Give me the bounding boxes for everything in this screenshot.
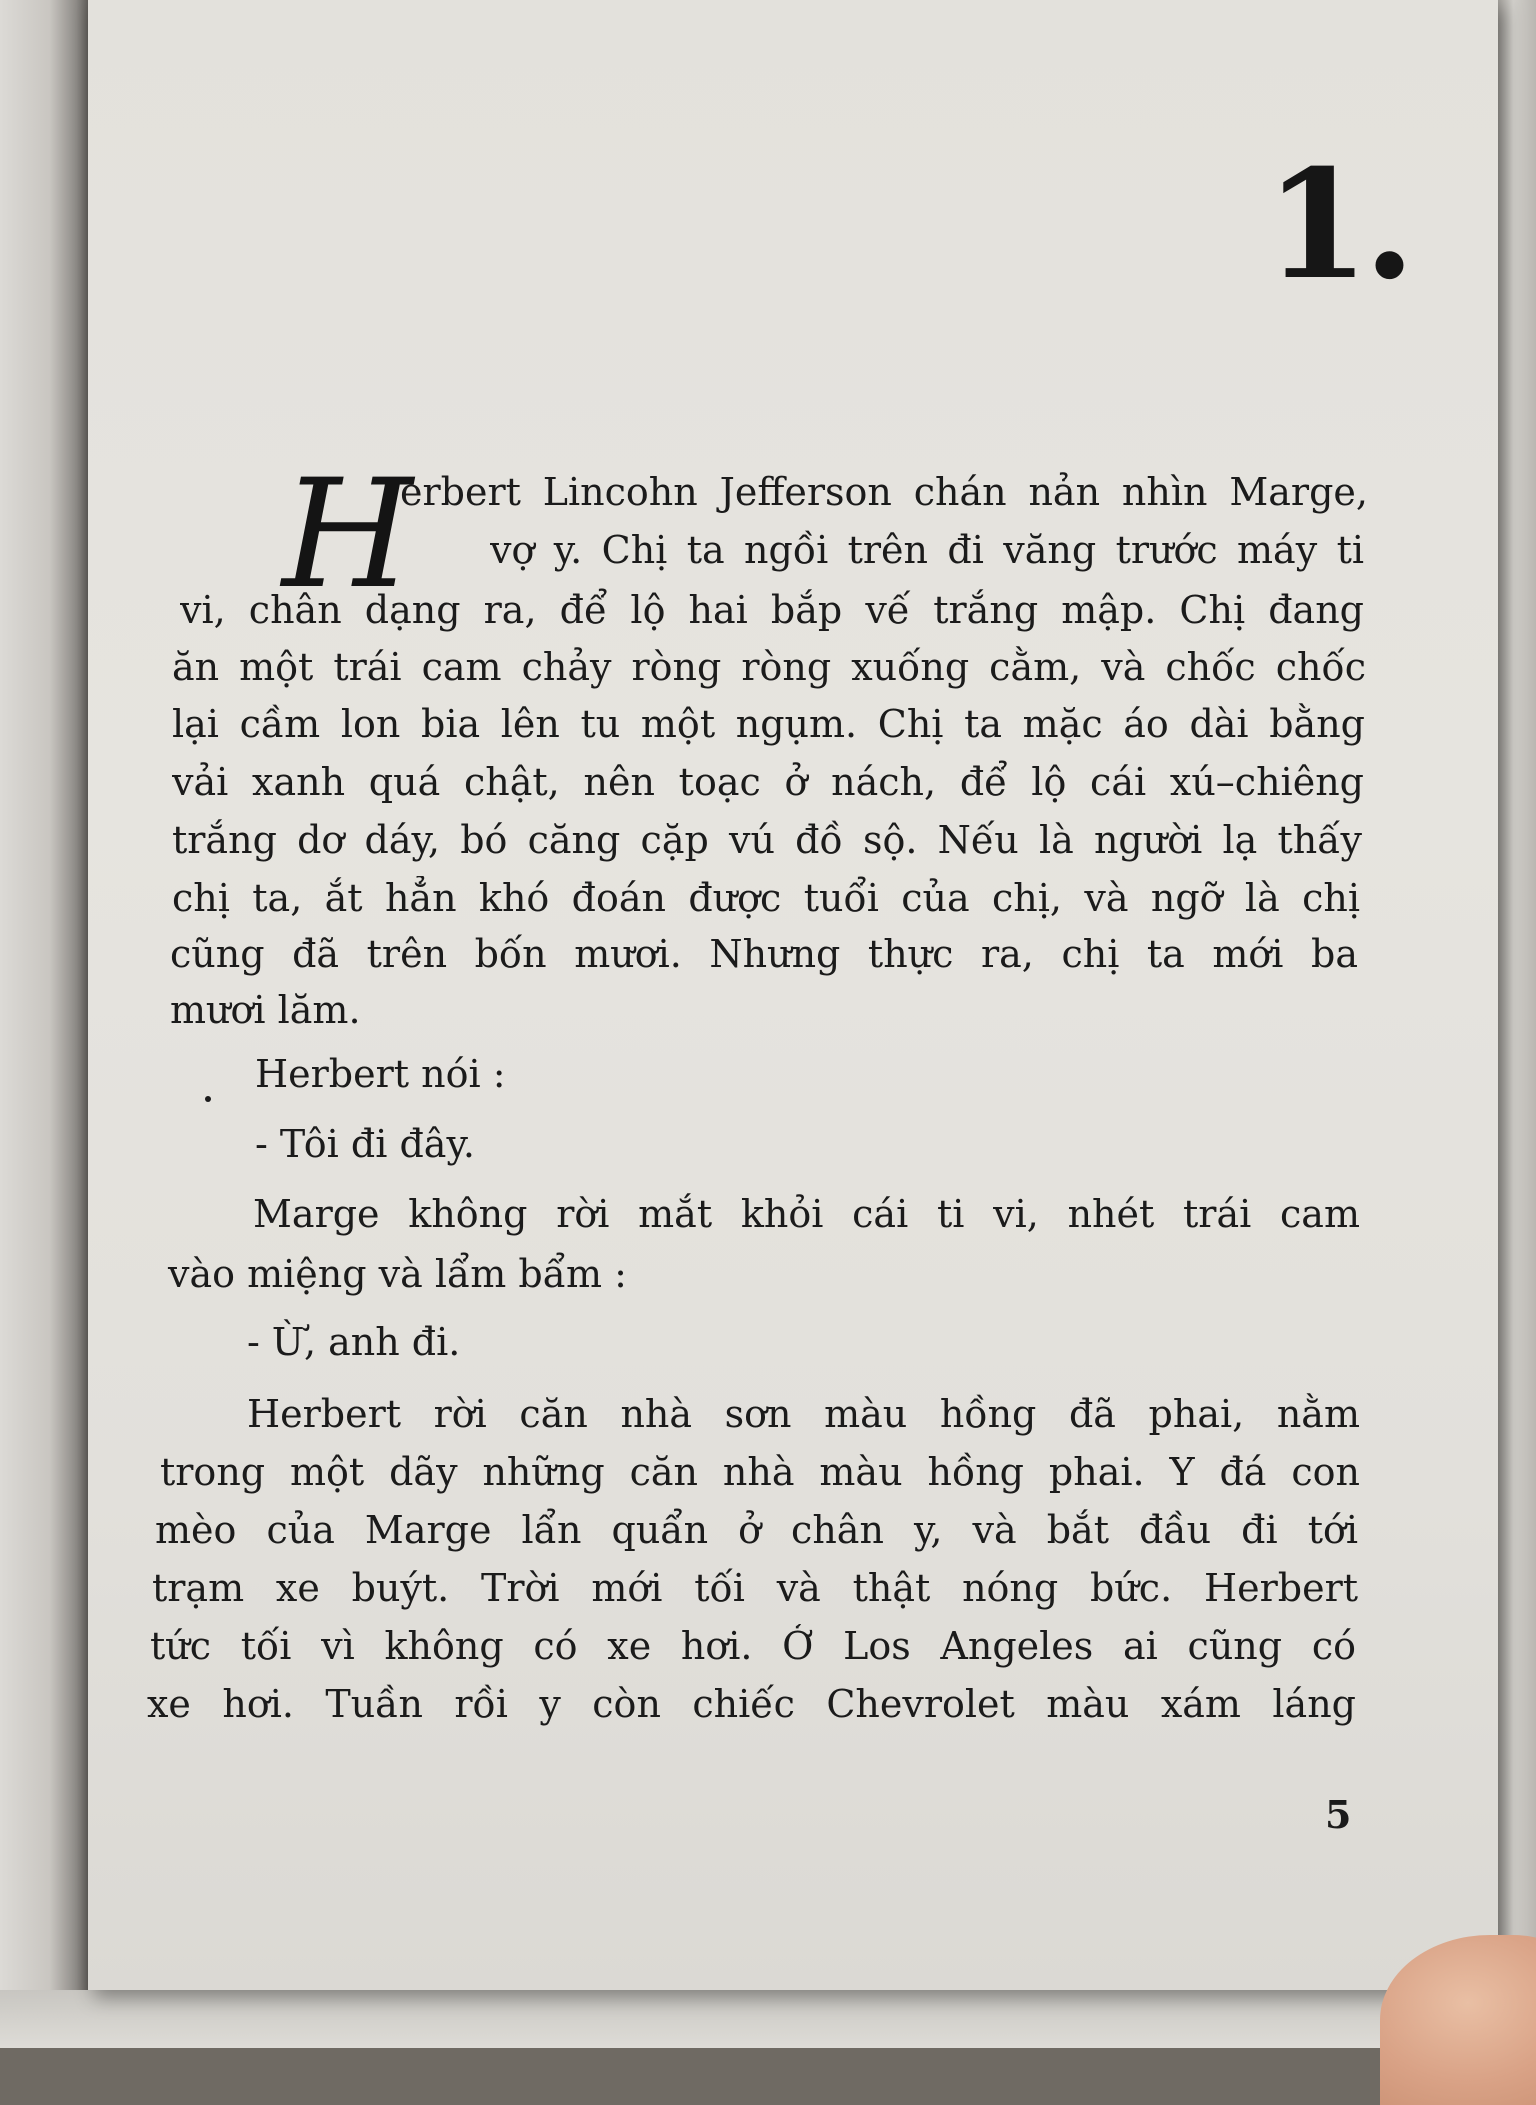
page-bottom-edge <box>0 1990 1536 2048</box>
text-line: ăn một trái cam chảy ròng ròng xuống cằm, và chốc chốc <box>172 645 1366 689</box>
text-line: cũng đã trên bốn mươi. Nhưng thực ra, chị ta mới ba <box>170 932 1358 976</box>
text-line: mèo của Marge lẩn quẩn ở chân y, và bắt đầu đi tới <box>155 1508 1358 1552</box>
page-edge <box>1498 0 1536 2048</box>
text-line: vi, chân dạng ra, để lộ hai bắp vế trắng mập. Chị đang <box>180 588 1364 632</box>
text-line: Herbert rời căn nhà sơn màu hồng đã phai, nằm <box>247 1392 1360 1436</box>
page-number: 5 <box>1325 1792 1352 1837</box>
text-line: trắng dơ dáy, bó căng cặp vú đồ sộ. Nếu là người lạ thấy <box>172 818 1362 862</box>
text-line: xe hơi. Tuần rồi y còn chiếc Chevrolet màu xám láng <box>147 1682 1356 1726</box>
book-spine-shadow <box>0 0 90 2048</box>
text-line: vợ y. Chị ta ngồi trên đi văng trước máy ti <box>490 528 1364 572</box>
stray-mark <box>205 1096 211 1102</box>
text-line: trạm xe buýt. Trời mới tối và thật nóng bức. Herbert <box>152 1566 1358 1610</box>
text-line: mươi lăm. <box>170 988 361 1032</box>
text-line: - Tôi đi đây. <box>255 1122 475 1166</box>
text-line: lại cầm lon bia lên tu một ngụm. Chị ta mặc áo dài bằng <box>172 702 1365 746</box>
text-line: - Ừ, anh đi. <box>247 1320 461 1364</box>
text-line: erbert Lincohn Jefferson chán nản nhìn Marge, <box>400 470 1368 514</box>
drop-cap: H <box>282 448 413 622</box>
text-line: vào miệng và lẩm bẩm : <box>168 1252 627 1296</box>
text-line: trong một dãy những căn nhà màu hồng phai. Y đá con <box>160 1450 1360 1494</box>
text-line: Marge không rời mắt khỏi cái ti vi, nhét trái cam <box>253 1192 1360 1236</box>
chapter-number: 1. <box>1265 137 1410 313</box>
text-line: vải xanh quá chật, nên toạc ở nách, để lộ cái xú–chiêng <box>172 760 1364 804</box>
text-line: chị ta, ắt hẳn khó đoán được tuổi của chị, và ngỡ là chị <box>172 876 1360 920</box>
text-line: Herbert nói : <box>255 1052 506 1096</box>
text-line: tức tối vì không có xe hơi. Ở Los Angeles ai cũng có <box>150 1624 1356 1668</box>
